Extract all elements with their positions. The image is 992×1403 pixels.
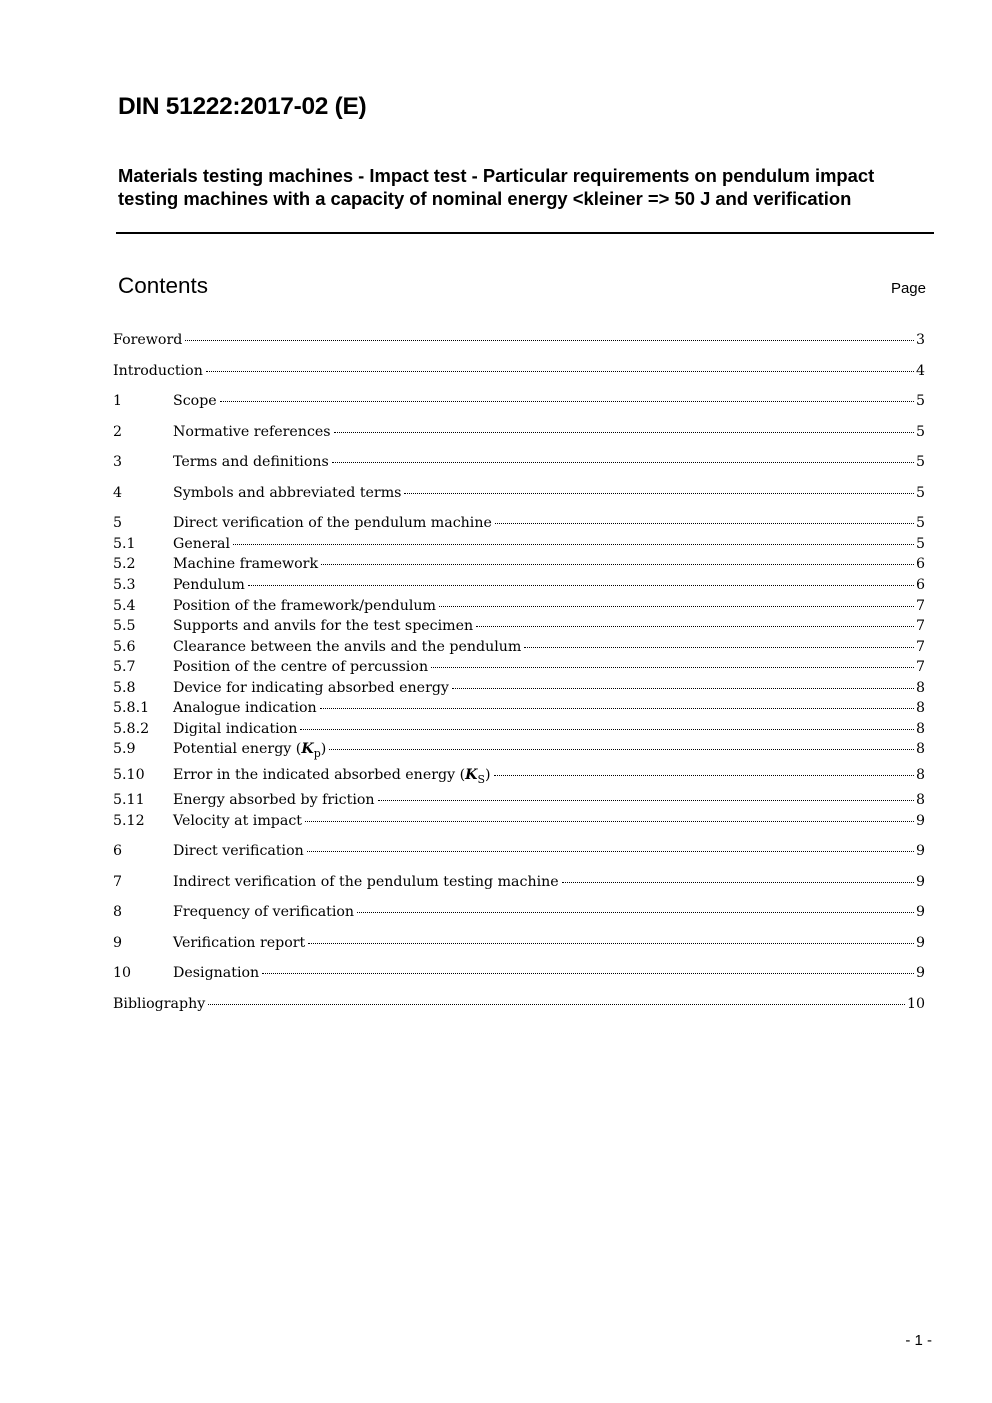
dot-leader bbox=[452, 688, 914, 689]
toc-entry-number: 1 bbox=[113, 393, 123, 409]
dot-leader bbox=[439, 606, 914, 607]
toc-entry-title-text: Scope bbox=[173, 393, 217, 409]
toc-entry-title bbox=[173, 904, 354, 920]
document-title: Materials testing machines - Impact test - Particular requirements on pendulum impact testing machines with a capacity of nominal energy <kleiner => 50 J and verification bbox=[118, 165, 875, 209]
dot-leader bbox=[562, 882, 914, 883]
toc-entry[interactable] bbox=[113, 556, 925, 576]
toc-entry-number: 5.5 bbox=[113, 618, 136, 634]
dot-leader bbox=[378, 800, 914, 801]
toc-entry-number: 8 bbox=[113, 904, 123, 920]
math-symbol: K bbox=[465, 767, 478, 783]
dot-leader bbox=[300, 729, 914, 730]
toc-entry-title bbox=[173, 792, 375, 808]
toc-entry-page: 7 bbox=[915, 639, 925, 655]
toc-entry[interactable] bbox=[113, 904, 925, 924]
toc-entry-page: 8 bbox=[915, 741, 925, 757]
toc-entry[interactable] bbox=[113, 639, 925, 659]
toc-entry-page: 8 bbox=[915, 700, 925, 716]
toc-entry-title bbox=[173, 680, 449, 696]
math-subscript: p bbox=[313, 746, 321, 760]
toc-entry-title-text: Frequency of verification bbox=[173, 904, 355, 920]
toc-entry[interactable] bbox=[113, 598, 925, 618]
toc-entry-page: 8 bbox=[915, 721, 925, 737]
toc-entry[interactable] bbox=[113, 485, 925, 505]
toc-entry-page: 6 bbox=[915, 577, 925, 593]
toc-entry[interactable] bbox=[113, 393, 925, 413]
toc-entry-number: 3 bbox=[113, 454, 123, 470]
toc-entry-title-text: Direct verification bbox=[173, 843, 304, 859]
toc-entry-number: 5.6 bbox=[113, 639, 136, 655]
toc-entry-title-text: Bibliography bbox=[113, 996, 206, 1012]
toc-entry[interactable] bbox=[113, 767, 925, 787]
toc-entry-title bbox=[173, 843, 304, 859]
toc-entry[interactable] bbox=[113, 536, 925, 556]
toc-entry-number: 5.8 bbox=[113, 680, 136, 696]
toc-entry-title-text: Analogue indication bbox=[173, 700, 317, 716]
toc-entry-title-text: Potential energy ( bbox=[173, 741, 302, 757]
toc-entry-title bbox=[173, 618, 473, 634]
toc-entry-page: 8 bbox=[915, 767, 925, 783]
toc-entry-number: 5.1 bbox=[113, 536, 136, 552]
toc-entry-page: 9 bbox=[915, 935, 925, 951]
toc-entry-page: 8 bbox=[915, 680, 925, 696]
toc-entry-page: 6 bbox=[915, 556, 925, 572]
toc-entry-page: 9 bbox=[915, 813, 925, 829]
toc-entry[interactable] bbox=[113, 996, 925, 1016]
dot-leader bbox=[404, 493, 914, 494]
toc-entry-title-text: Pendulum bbox=[173, 577, 245, 593]
toc-entry-page: 9 bbox=[915, 843, 925, 859]
toc-entry-title bbox=[173, 639, 521, 655]
toc-entry-title bbox=[173, 813, 302, 829]
toc-entry-number: 5 bbox=[113, 515, 123, 531]
toc-entry-title bbox=[173, 556, 318, 572]
toc-entry-title bbox=[173, 393, 217, 409]
toc-entry-title bbox=[173, 424, 331, 440]
dot-leader bbox=[220, 401, 914, 402]
toc-entry-title-text: Introduction bbox=[113, 363, 203, 379]
dot-leader bbox=[494, 775, 914, 776]
toc-entry-title bbox=[173, 874, 559, 890]
toc-entry-title-text: Energy absorbed by friction bbox=[173, 792, 375, 808]
toc-entry-title bbox=[173, 485, 401, 501]
toc-entry-title-text: Device for indicating absorbed energy bbox=[173, 680, 449, 696]
toc-entry-page: 5 bbox=[915, 454, 925, 470]
toc-entry-page: 5 bbox=[915, 393, 925, 409]
dot-leader bbox=[305, 821, 914, 822]
dot-leader bbox=[307, 851, 914, 852]
toc-entry-title bbox=[173, 536, 230, 552]
toc-entry-page: 9 bbox=[915, 904, 925, 920]
toc-entry-number: 10 bbox=[113, 965, 132, 981]
dot-leader bbox=[233, 544, 914, 545]
dot-leader bbox=[524, 647, 914, 648]
toc-entry-title-text: Digital indication bbox=[173, 721, 298, 737]
toc-entry-title-text: Clearance between the anvils and the pendulum bbox=[173, 639, 522, 655]
contents-heading: Contents bbox=[118, 273, 209, 298]
toc-entry-page: 7 bbox=[915, 598, 925, 614]
toc-entry-number: 9 bbox=[113, 935, 123, 951]
dot-leader bbox=[248, 585, 914, 586]
toc-entry[interactable] bbox=[113, 515, 925, 535]
toc-entry-title bbox=[173, 741, 326, 760]
toc-entry-number: 5.2 bbox=[113, 556, 136, 572]
toc-entry-title-text: Direct verification of the pendulum machine bbox=[173, 515, 492, 531]
dot-leader bbox=[357, 912, 914, 913]
toc-entry[interactable] bbox=[113, 843, 925, 863]
toc-entry-title-text: Error in the indicated absorbed energy ( bbox=[173, 767, 466, 783]
toc-entry-number: 4 bbox=[113, 485, 123, 501]
toc-entry-number: 5.8.1 bbox=[113, 700, 150, 716]
toc-entry-page: 5 bbox=[915, 536, 925, 552]
toc-entry[interactable] bbox=[113, 454, 925, 474]
toc-entry-title-text: Symbols and abbreviated terms bbox=[173, 485, 402, 501]
toc-entry-title-text: Terms and definitions bbox=[173, 454, 329, 470]
toc-entry[interactable] bbox=[113, 332, 925, 352]
toc-entry-page: 7 bbox=[915, 618, 925, 634]
dot-leader bbox=[332, 462, 914, 463]
dot-leader bbox=[308, 943, 914, 944]
toc-entry-title bbox=[113, 996, 205, 1012]
toc-entry-title-text: Velocity at impact bbox=[173, 813, 302, 829]
toc-entry-page: 8 bbox=[915, 792, 925, 808]
toc-entry-number: 5.4 bbox=[113, 598, 136, 614]
toc-entry-page: 9 bbox=[915, 874, 925, 890]
toc-entry-page: 5 bbox=[915, 485, 925, 501]
dot-leader bbox=[495, 523, 914, 524]
toc-entry-page: 4 bbox=[915, 363, 925, 379]
toc-entry-title-text: Position of the framework/pendulum bbox=[173, 598, 436, 614]
toc-entry-number: 5.3 bbox=[113, 577, 136, 593]
toc-entry-title bbox=[173, 659, 428, 675]
toc-entry-title-text: Normative references bbox=[173, 424, 331, 440]
toc-entry-title bbox=[173, 577, 245, 593]
dot-leader bbox=[334, 432, 914, 433]
toc-entry-number: 6 bbox=[113, 843, 123, 859]
toc-entry-title-text: Position of the centre of percussion bbox=[173, 659, 429, 675]
toc-entry[interactable] bbox=[113, 965, 925, 985]
toc-entry-number: 5.12 bbox=[113, 813, 145, 829]
toc-entry-title-text: Supports and anvils for the test specimen bbox=[173, 618, 474, 634]
toc-entry-title bbox=[173, 515, 492, 531]
toc-entry-title-text: Indirect verification of the pendulum testing machine bbox=[173, 874, 559, 890]
toc-entry[interactable] bbox=[113, 659, 925, 679]
toc-entry-page: 7 bbox=[915, 659, 925, 675]
toc-entry[interactable] bbox=[113, 680, 925, 700]
toc-entry-title bbox=[173, 700, 317, 716]
toc-entry-title-text: General bbox=[173, 536, 231, 552]
dot-leader bbox=[208, 1004, 905, 1005]
toc-entry-title-text: Designation bbox=[173, 965, 260, 981]
toc-entry-number: 5.9 bbox=[113, 741, 136, 757]
math-close-paren: ) bbox=[320, 741, 327, 757]
toc-entry[interactable] bbox=[113, 741, 925, 761]
page-column-label: Page bbox=[890, 280, 926, 297]
math-close-paren: ) bbox=[485, 767, 491, 783]
toc-entry[interactable] bbox=[113, 424, 925, 444]
toc-entry-title-text: Foreword bbox=[113, 332, 183, 348]
dot-leader bbox=[320, 708, 914, 709]
toc-entry-page: 5 bbox=[915, 515, 925, 531]
toc-entry[interactable] bbox=[113, 618, 925, 638]
toc-entry-title-text: Verification report bbox=[173, 935, 306, 951]
toc-entry[interactable] bbox=[113, 792, 925, 812]
toc-entry-number: 2 bbox=[113, 424, 123, 440]
dot-leader bbox=[185, 340, 914, 341]
toc-entry-number: 5.11 bbox=[113, 792, 145, 808]
toc-entry-number: 5.10 bbox=[113, 767, 145, 783]
toc-entry[interactable] bbox=[113, 813, 925, 833]
toc-entry[interactable] bbox=[113, 577, 925, 597]
dot-leader bbox=[476, 626, 914, 627]
toc-entry-page: 10 bbox=[906, 996, 925, 1012]
page-number-footer: - 1 - bbox=[905, 1332, 932, 1349]
math-symbol: K bbox=[301, 741, 314, 757]
toc-entry-title-text: Machine framework bbox=[173, 556, 319, 572]
math-subscript: S bbox=[477, 772, 486, 786]
toc-entry-number: 7 bbox=[113, 874, 123, 890]
dot-leader bbox=[206, 371, 914, 372]
toc-entry-page: 3 bbox=[915, 332, 925, 348]
toc-entry-page: 9 bbox=[915, 965, 925, 981]
toc-entry-number: 5.8.2 bbox=[113, 721, 150, 737]
toc-entry-title bbox=[173, 965, 259, 981]
toc-entry-title bbox=[173, 454, 329, 470]
dot-leader bbox=[329, 749, 914, 750]
toc-entry-page: 5 bbox=[915, 424, 925, 440]
toc-entry-number: 5.7 bbox=[113, 659, 136, 675]
toc-entry[interactable] bbox=[113, 700, 925, 720]
toc-entry-title bbox=[173, 721, 297, 737]
toc-entry-title bbox=[173, 935, 305, 951]
dot-leader bbox=[431, 667, 914, 668]
dot-leader bbox=[321, 564, 914, 565]
toc-entry-title bbox=[173, 598, 436, 614]
toc-entry[interactable] bbox=[113, 874, 925, 894]
document-id: DIN 51222:2017-02 (E) bbox=[118, 93, 367, 120]
toc-entry[interactable] bbox=[113, 721, 925, 741]
toc-entry-title bbox=[173, 767, 491, 786]
toc-entry[interactable] bbox=[113, 935, 925, 955]
toc-entry-title bbox=[113, 332, 182, 348]
toc-entry[interactable] bbox=[113, 363, 925, 383]
dot-leader bbox=[262, 973, 914, 974]
title-rule bbox=[116, 232, 934, 234]
toc-entry-title bbox=[113, 363, 203, 379]
